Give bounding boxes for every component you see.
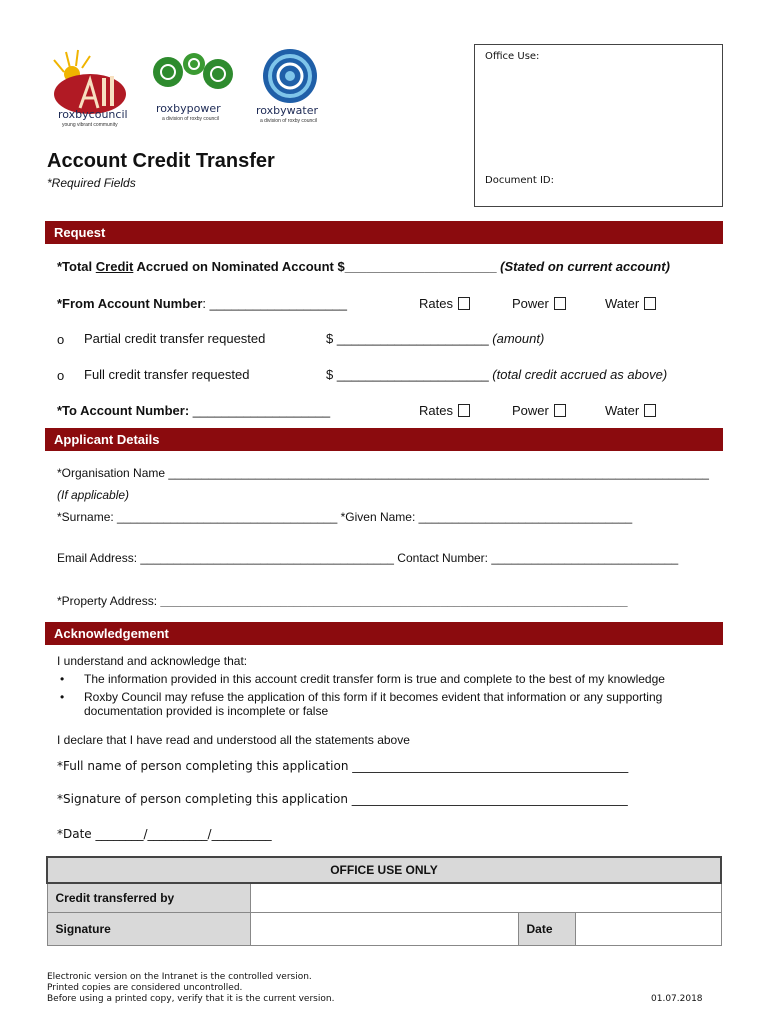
office-use-label: Office Use: — [485, 51, 540, 62]
power-logo-graphic — [148, 50, 238, 108]
ack-item-2a: Roxby Council may refuse the application of this form if it becomes evident that information or any supporting — [84, 690, 663, 704]
to-account-line — [57, 403, 330, 418]
credit-transferred-by-label: Credit transferred by — [47, 883, 250, 912]
signature-field[interactable]: *Signature of person completing this application ______________________________________________ — [57, 792, 628, 806]
ack-bullet-2: • — [60, 690, 65, 704]
credit-transferred-by-cell[interactable] — [250, 883, 721, 912]
to-water-option — [605, 403, 656, 418]
council-logo-name: roxbycouncil — [58, 108, 128, 121]
declaration-text: I declare that I have read and understood all the statements above — [57, 733, 410, 747]
council-logo-tagline: young vibrant community — [62, 122, 118, 128]
ack-intro: I understand and acknowledge that: — [57, 654, 248, 668]
full-amount-note: (total credit accrued as above) — [492, 367, 668, 382]
water-logo-graphic — [254, 48, 340, 106]
office-table-row — [47, 883, 721, 912]
name-fields[interactable]: *Surname: _________________________________ *Given Name: ________________________________ — [57, 510, 633, 524]
footer-line-2: Printed copies are considered uncontrolled. — [47, 983, 243, 993]
signature-label: Signature — [47, 912, 250, 945]
from-account-input[interactable]: : ___________________ — [202, 296, 348, 311]
full-name-field[interactable]: *Full name of person completing this application ______________________________________________ — [57, 759, 629, 773]
required-fields-note: *Required Fields — [47, 176, 136, 190]
organisation-note: (If applicable) — [57, 488, 130, 502]
acknowledgement-section-header: Acknowledgement — [45, 622, 723, 645]
document-id-label: Document ID: — [485, 175, 555, 186]
signature-cell[interactable] — [250, 912, 518, 945]
from-water-option — [605, 296, 656, 311]
to-rates-label: Rates — [419, 403, 453, 418]
from-power-label: Power — [512, 296, 549, 311]
property-address-blank[interactable]: ______________________________________________________________________ — [157, 594, 628, 608]
roxby-water-logo — [254, 48, 340, 132]
ack-bullet-1: • — [60, 672, 65, 686]
date-field[interactable]: *Date ________/__________/__________ — [57, 827, 272, 841]
ack-item-1: The information provided in this account credit transfer form is true and complete to the best of my knowledge — [84, 672, 665, 686]
total-credit-prefix: *Total — [57, 259, 96, 274]
from-account-label: *From Account Number — [57, 296, 203, 311]
from-account-line — [57, 296, 347, 311]
page-title: Account Credit Transfer — [47, 150, 275, 172]
total-credit-line — [57, 259, 670, 274]
office-use-heading: OFFICE USE ONLY — [47, 857, 721, 883]
contact-fields[interactable]: Email Address: ______________________________________ Contact Number: ____________________________ — [57, 551, 679, 565]
version-date: 01.07.2018 — [651, 994, 703, 1004]
to-account-input[interactable]: ___________________ — [189, 403, 331, 418]
water-logo-tagline: a division of roxby council — [260, 118, 317, 124]
to-rates-checkbox[interactable] — [458, 404, 470, 417]
footer-notes — [47, 972, 334, 1005]
to-water-checkbox[interactable] — [644, 404, 656, 417]
request-section-header: Request — [45, 221, 723, 244]
office-use-box — [474, 44, 723, 207]
from-power-option — [512, 296, 566, 311]
partial-amount-field[interactable] — [326, 331, 544, 346]
roxby-council-logo — [50, 46, 130, 132]
power-logo-name: roxbypower — [156, 102, 221, 115]
from-water-checkbox[interactable] — [644, 297, 656, 310]
organisation-name-field[interactable]: *Organisation Name _________________________________________________________________________________ — [57, 466, 709, 480]
office-use-table — [46, 856, 722, 946]
partial-bullet: o — [57, 332, 65, 347]
to-power-label: Power — [512, 403, 549, 418]
total-credit-word: Credit — [95, 259, 134, 274]
to-power-checkbox[interactable] — [554, 404, 566, 417]
from-rates-checkbox[interactable] — [458, 297, 470, 310]
ack-item-2b: documentation provided is incomplete or false — [84, 704, 329, 718]
power-logo-tagline: a division of roxby council — [162, 116, 219, 122]
to-rates-option — [419, 403, 470, 418]
to-power-option — [512, 403, 566, 418]
full-transfer-label[interactable]: Full credit transfer requested — [84, 367, 250, 382]
from-water-label: Water — [605, 296, 640, 311]
footer-line-1: Electronic version on the Intranet is the controlled version. — [47, 972, 312, 982]
date-label: Date — [518, 912, 575, 945]
applicant-section-header: Applicant Details — [45, 428, 723, 451]
full-bullet: o — [57, 368, 65, 383]
roxby-power-logo — [148, 50, 238, 130]
total-credit-note: (Stated on current account) — [500, 259, 670, 274]
from-rates-label: Rates — [419, 296, 453, 311]
total-credit-suffix: Accrued on Nominated Account $_____________________ — [133, 259, 501, 274]
full-amount-field[interactable] — [326, 367, 667, 382]
to-water-label: Water — [605, 403, 640, 418]
full-amount-blank[interactable]: $ _____________________ — [326, 367, 493, 382]
from-power-checkbox[interactable] — [554, 297, 566, 310]
partial-amount-note: (amount) — [492, 331, 545, 346]
partial-amount-blank[interactable]: $ _____________________ — [326, 331, 493, 346]
from-rates-option — [419, 296, 470, 311]
property-address-field[interactable] — [57, 594, 628, 608]
date-cell[interactable] — [575, 912, 721, 945]
office-table-header-row — [47, 857, 721, 883]
property-address-label: *Property Address: — [57, 594, 158, 608]
office-table-row — [47, 912, 721, 945]
footer-line-3: Before using a printed copy, verify that it is the current version. — [47, 994, 335, 1004]
council-logo-graphic — [50, 46, 130, 116]
partial-transfer-label[interactable]: Partial credit transfer requested — [84, 331, 266, 346]
water-logo-name: roxbywater — [256, 104, 319, 117]
to-account-label: *To Account Number: — [57, 403, 190, 418]
